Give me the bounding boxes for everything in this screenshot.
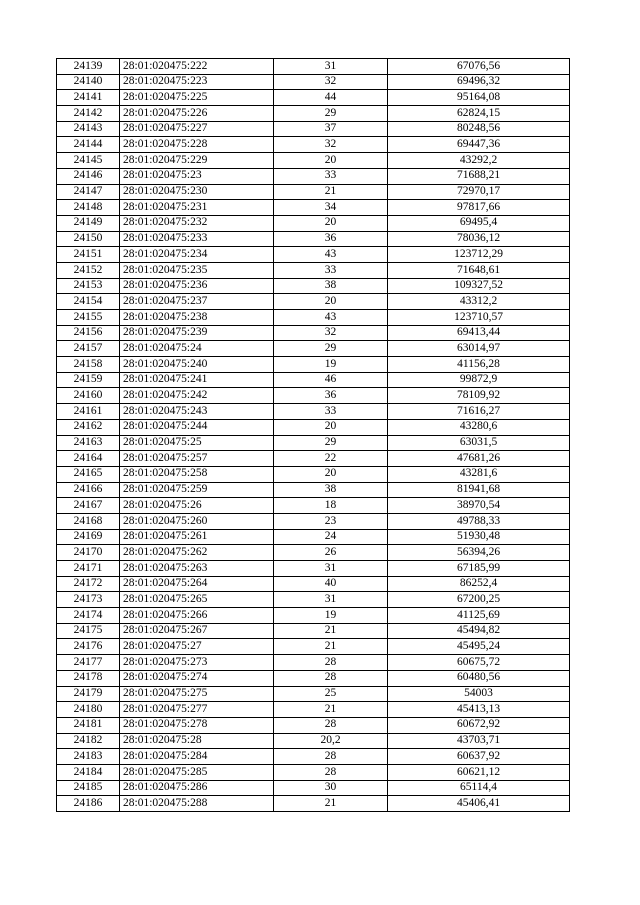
area-cell: 43 [274, 310, 388, 326]
table-row [57, 451, 570, 467]
value-cell: 43703,71 [388, 733, 570, 749]
row-number-cell: 24182 [57, 733, 120, 749]
table-row [57, 137, 570, 153]
area-cell: 33 [274, 262, 388, 278]
cadastral-number-cell: 28:01:020475:223 [120, 74, 274, 90]
area-cell: 33 [274, 168, 388, 184]
table-row [57, 231, 570, 247]
value-cell: 54003 [388, 686, 570, 702]
cadastral-number-cell: 28:01:020475:275 [120, 686, 274, 702]
table-row [57, 655, 570, 671]
row-number-cell: 24142 [57, 106, 120, 122]
area-cell: 34 [274, 200, 388, 216]
area-cell: 23 [274, 513, 388, 529]
row-number-cell: 24159 [57, 372, 120, 388]
row-number-cell: 24179 [57, 686, 120, 702]
table-row [57, 608, 570, 624]
row-number-cell: 24178 [57, 670, 120, 686]
cadastral-number-cell: 28:01:020475:261 [120, 529, 274, 545]
value-cell: 67076,56 [388, 59, 570, 75]
cadastral-number-cell: 28:01:020475:273 [120, 655, 274, 671]
cadastral-number-cell: 28:01:020475:229 [120, 153, 274, 169]
row-number-cell: 24161 [57, 404, 120, 420]
value-cell: 60480,56 [388, 670, 570, 686]
row-number-cell: 24140 [57, 74, 120, 90]
cadastral-number-cell: 28:01:020475:26 [120, 498, 274, 514]
table-row [57, 545, 570, 561]
cadastral-number-cell: 28:01:020475:225 [120, 90, 274, 106]
row-number-cell: 24149 [57, 215, 120, 231]
area-cell: 43 [274, 247, 388, 263]
value-cell: 123710,57 [388, 310, 570, 326]
table-row [57, 529, 570, 545]
value-cell: 65114,4 [388, 780, 570, 796]
row-number-cell: 24155 [57, 310, 120, 326]
value-cell: 43281,6 [388, 466, 570, 482]
cadastral-number-cell: 28:01:020475:222 [120, 59, 274, 75]
table-row [57, 498, 570, 514]
cadastral-number-cell: 28:01:020475:286 [120, 780, 274, 796]
area-cell: 32 [274, 137, 388, 153]
table-row [57, 466, 570, 482]
area-cell: 28 [274, 764, 388, 780]
table-row [57, 106, 570, 122]
data-table [56, 58, 570, 812]
area-cell: 19 [274, 608, 388, 624]
cadastral-number-cell: 28:01:020475:233 [120, 231, 274, 247]
row-number-cell: 24184 [57, 764, 120, 780]
table-row [57, 262, 570, 278]
cadastral-number-cell: 28:01:020475:236 [120, 278, 274, 294]
row-number-cell: 24165 [57, 466, 120, 482]
value-cell: 69496,32 [388, 74, 570, 90]
table-row [57, 404, 570, 420]
table-row [57, 357, 570, 373]
table-row [57, 294, 570, 310]
cadastral-number-cell: 28:01:020475:235 [120, 262, 274, 278]
row-number-cell: 24147 [57, 184, 120, 200]
value-cell: 60621,12 [388, 764, 570, 780]
cadastral-number-cell: 28:01:020475:27 [120, 639, 274, 655]
area-cell: 20 [274, 215, 388, 231]
table-row [57, 576, 570, 592]
cadastral-number-cell: 28:01:020475:265 [120, 592, 274, 608]
cadastral-number-cell: 28:01:020475:242 [120, 388, 274, 404]
cadastral-number-cell: 28:01:020475:25 [120, 435, 274, 451]
table-row [57, 341, 570, 357]
area-cell: 31 [274, 561, 388, 577]
table-row [57, 325, 570, 341]
value-cell: 43312,2 [388, 294, 570, 310]
table-row [57, 717, 570, 733]
cadastral-number-cell: 28:01:020475:264 [120, 576, 274, 592]
table-row [57, 388, 570, 404]
table-body [57, 59, 570, 812]
row-number-cell: 24170 [57, 545, 120, 561]
value-cell: 41156,28 [388, 357, 570, 373]
cadastral-number-cell: 28:01:020475:244 [120, 419, 274, 435]
value-cell: 80248,56 [388, 121, 570, 137]
cadastral-number-cell: 28:01:020475:266 [120, 608, 274, 624]
cadastral-number-cell: 28:01:020475:288 [120, 796, 274, 812]
cadastral-number-cell: 28:01:020475:277 [120, 702, 274, 718]
cadastral-number-cell: 28:01:020475:278 [120, 717, 274, 733]
cadastral-number-cell: 28:01:020475:28 [120, 733, 274, 749]
value-cell: 67185,99 [388, 561, 570, 577]
value-cell: 81941,68 [388, 482, 570, 498]
table-row [57, 90, 570, 106]
area-cell: 40 [274, 576, 388, 592]
cadastral-number-cell: 28:01:020475:259 [120, 482, 274, 498]
table-row [57, 419, 570, 435]
value-cell: 41125,69 [388, 608, 570, 624]
row-number-cell: 24152 [57, 262, 120, 278]
area-cell: 21 [274, 796, 388, 812]
row-number-cell: 24158 [57, 357, 120, 373]
row-number-cell: 24180 [57, 702, 120, 718]
value-cell: 86252,4 [388, 576, 570, 592]
area-cell: 20 [274, 419, 388, 435]
value-cell: 60637,92 [388, 749, 570, 765]
cadastral-number-cell: 28:01:020475:234 [120, 247, 274, 263]
table-row [57, 184, 570, 200]
table-row [57, 215, 570, 231]
area-cell: 31 [274, 592, 388, 608]
value-cell: 71616,27 [388, 404, 570, 420]
table-row [57, 482, 570, 498]
area-cell: 18 [274, 498, 388, 514]
area-cell: 28 [274, 670, 388, 686]
value-cell: 56394,26 [388, 545, 570, 561]
row-number-cell: 24183 [57, 749, 120, 765]
cadastral-number-cell: 28:01:020475:24 [120, 341, 274, 357]
cadastral-number-cell: 28:01:020475:237 [120, 294, 274, 310]
table-row [57, 74, 570, 90]
row-number-cell: 24174 [57, 608, 120, 624]
area-cell: 21 [274, 639, 388, 655]
cadastral-number-cell: 28:01:020475:263 [120, 561, 274, 577]
area-cell: 38 [274, 278, 388, 294]
table-row [57, 639, 570, 655]
area-cell: 24 [274, 529, 388, 545]
row-number-cell: 24163 [57, 435, 120, 451]
row-number-cell: 24143 [57, 121, 120, 137]
cadastral-number-cell: 28:01:020475:238 [120, 310, 274, 326]
cadastral-number-cell: 28:01:020475:228 [120, 137, 274, 153]
table-row [57, 733, 570, 749]
cadastral-number-cell: 28:01:020475:226 [120, 106, 274, 122]
value-cell: 45495,24 [388, 639, 570, 655]
table-row [57, 200, 570, 216]
value-cell: 60675,72 [388, 655, 570, 671]
cadastral-number-cell: 28:01:020475:260 [120, 513, 274, 529]
cadastral-number-cell: 28:01:020475:231 [120, 200, 274, 216]
table-row [57, 310, 570, 326]
row-number-cell: 24167 [57, 498, 120, 514]
value-cell: 60672,92 [388, 717, 570, 733]
cadastral-number-cell: 28:01:020475:241 [120, 372, 274, 388]
row-number-cell: 24181 [57, 717, 120, 733]
cadastral-number-cell: 28:01:020475:23 [120, 168, 274, 184]
row-number-cell: 24160 [57, 388, 120, 404]
row-number-cell: 24141 [57, 90, 120, 106]
cadastral-number-cell: 28:01:020475:240 [120, 357, 274, 373]
cadastral-number-cell: 28:01:020475:285 [120, 764, 274, 780]
area-cell: 29 [274, 341, 388, 357]
row-number-cell: 24171 [57, 561, 120, 577]
cadastral-number-cell: 28:01:020475:227 [120, 121, 274, 137]
value-cell: 45494,82 [388, 623, 570, 639]
table-row [57, 749, 570, 765]
row-number-cell: 24151 [57, 247, 120, 263]
row-number-cell: 24156 [57, 325, 120, 341]
area-cell: 32 [274, 74, 388, 90]
table-row [57, 796, 570, 812]
table-row [57, 435, 570, 451]
area-cell: 33 [274, 404, 388, 420]
cadastral-number-cell: 28:01:020475:239 [120, 325, 274, 341]
table-row [57, 780, 570, 796]
row-number-cell: 24157 [57, 341, 120, 357]
row-number-cell: 24150 [57, 231, 120, 247]
table-row [57, 513, 570, 529]
row-number-cell: 24186 [57, 796, 120, 812]
row-number-cell: 24153 [57, 278, 120, 294]
row-number-cell: 24173 [57, 592, 120, 608]
table-row [57, 121, 570, 137]
value-cell: 43280,6 [388, 419, 570, 435]
value-cell: 63031,5 [388, 435, 570, 451]
value-cell: 78109,92 [388, 388, 570, 404]
value-cell: 71648,61 [388, 262, 570, 278]
cadastral-number-cell: 28:01:020475:284 [120, 749, 274, 765]
table-row [57, 702, 570, 718]
table-row [57, 168, 570, 184]
cadastral-number-cell: 28:01:020475:257 [120, 451, 274, 467]
value-cell: 69413,44 [388, 325, 570, 341]
table-row [57, 670, 570, 686]
area-cell: 21 [274, 623, 388, 639]
area-cell: 28 [274, 717, 388, 733]
row-number-cell: 24162 [57, 419, 120, 435]
table-row [57, 561, 570, 577]
row-number-cell: 24166 [57, 482, 120, 498]
table-row [57, 59, 570, 75]
area-cell: 25 [274, 686, 388, 702]
table-row [57, 153, 570, 169]
value-cell: 47681,26 [388, 451, 570, 467]
area-cell: 29 [274, 106, 388, 122]
area-cell: 28 [274, 655, 388, 671]
row-number-cell: 24177 [57, 655, 120, 671]
area-cell: 32 [274, 325, 388, 341]
area-cell: 46 [274, 372, 388, 388]
row-number-cell: 24144 [57, 137, 120, 153]
cadastral-number-cell: 28:01:020475:230 [120, 184, 274, 200]
table-row [57, 247, 570, 263]
area-cell: 20 [274, 294, 388, 310]
value-cell: 71688,21 [388, 168, 570, 184]
value-cell: 43292,2 [388, 153, 570, 169]
value-cell: 109327,52 [388, 278, 570, 294]
area-cell: 37 [274, 121, 388, 137]
area-cell: 29 [274, 435, 388, 451]
area-cell: 26 [274, 545, 388, 561]
value-cell: 97817,66 [388, 200, 570, 216]
row-number-cell: 24145 [57, 153, 120, 169]
area-cell: 31 [274, 59, 388, 75]
area-cell: 21 [274, 702, 388, 718]
area-cell: 19 [274, 357, 388, 373]
cadastral-number-cell: 28:01:020475:232 [120, 215, 274, 231]
area-cell: 38 [274, 482, 388, 498]
row-number-cell: 24164 [57, 451, 120, 467]
value-cell: 49788,33 [388, 513, 570, 529]
value-cell: 72970,17 [388, 184, 570, 200]
row-number-cell: 24175 [57, 623, 120, 639]
value-cell: 78036,12 [388, 231, 570, 247]
value-cell: 69495,4 [388, 215, 570, 231]
row-number-cell: 24154 [57, 294, 120, 310]
value-cell: 69447,36 [388, 137, 570, 153]
row-number-cell: 24146 [57, 168, 120, 184]
cadastral-number-cell: 28:01:020475:258 [120, 466, 274, 482]
table-row [57, 764, 570, 780]
area-cell: 22 [274, 451, 388, 467]
cadastral-number-cell: 28:01:020475:262 [120, 545, 274, 561]
value-cell: 67200,25 [388, 592, 570, 608]
table-row [57, 686, 570, 702]
table-row [57, 592, 570, 608]
value-cell: 123712,29 [388, 247, 570, 263]
value-cell: 38970,54 [388, 498, 570, 514]
area-cell: 20,2 [274, 733, 388, 749]
value-cell: 45406,41 [388, 796, 570, 812]
row-number-cell: 24169 [57, 529, 120, 545]
value-cell: 63014,97 [388, 341, 570, 357]
cadastral-number-cell: 28:01:020475:274 [120, 670, 274, 686]
area-cell: 28 [274, 749, 388, 765]
cadastral-number-cell: 28:01:020475:243 [120, 404, 274, 420]
value-cell: 45413,13 [388, 702, 570, 718]
area-cell: 36 [274, 231, 388, 247]
cadastral-number-cell: 28:01:020475:267 [120, 623, 274, 639]
area-cell: 30 [274, 780, 388, 796]
table-row [57, 278, 570, 294]
area-cell: 36 [274, 388, 388, 404]
value-cell: 51930,48 [388, 529, 570, 545]
row-number-cell: 24139 [57, 59, 120, 75]
row-number-cell: 24168 [57, 513, 120, 529]
row-number-cell: 24185 [57, 780, 120, 796]
area-cell: 44 [274, 90, 388, 106]
value-cell: 62824,15 [388, 106, 570, 122]
table-row [57, 623, 570, 639]
area-cell: 20 [274, 153, 388, 169]
row-number-cell: 24176 [57, 639, 120, 655]
row-number-cell: 24172 [57, 576, 120, 592]
value-cell: 99872,9 [388, 372, 570, 388]
area-cell: 21 [274, 184, 388, 200]
value-cell: 95164,08 [388, 90, 570, 106]
table-row [57, 372, 570, 388]
row-number-cell: 24148 [57, 200, 120, 216]
area-cell: 20 [274, 466, 388, 482]
